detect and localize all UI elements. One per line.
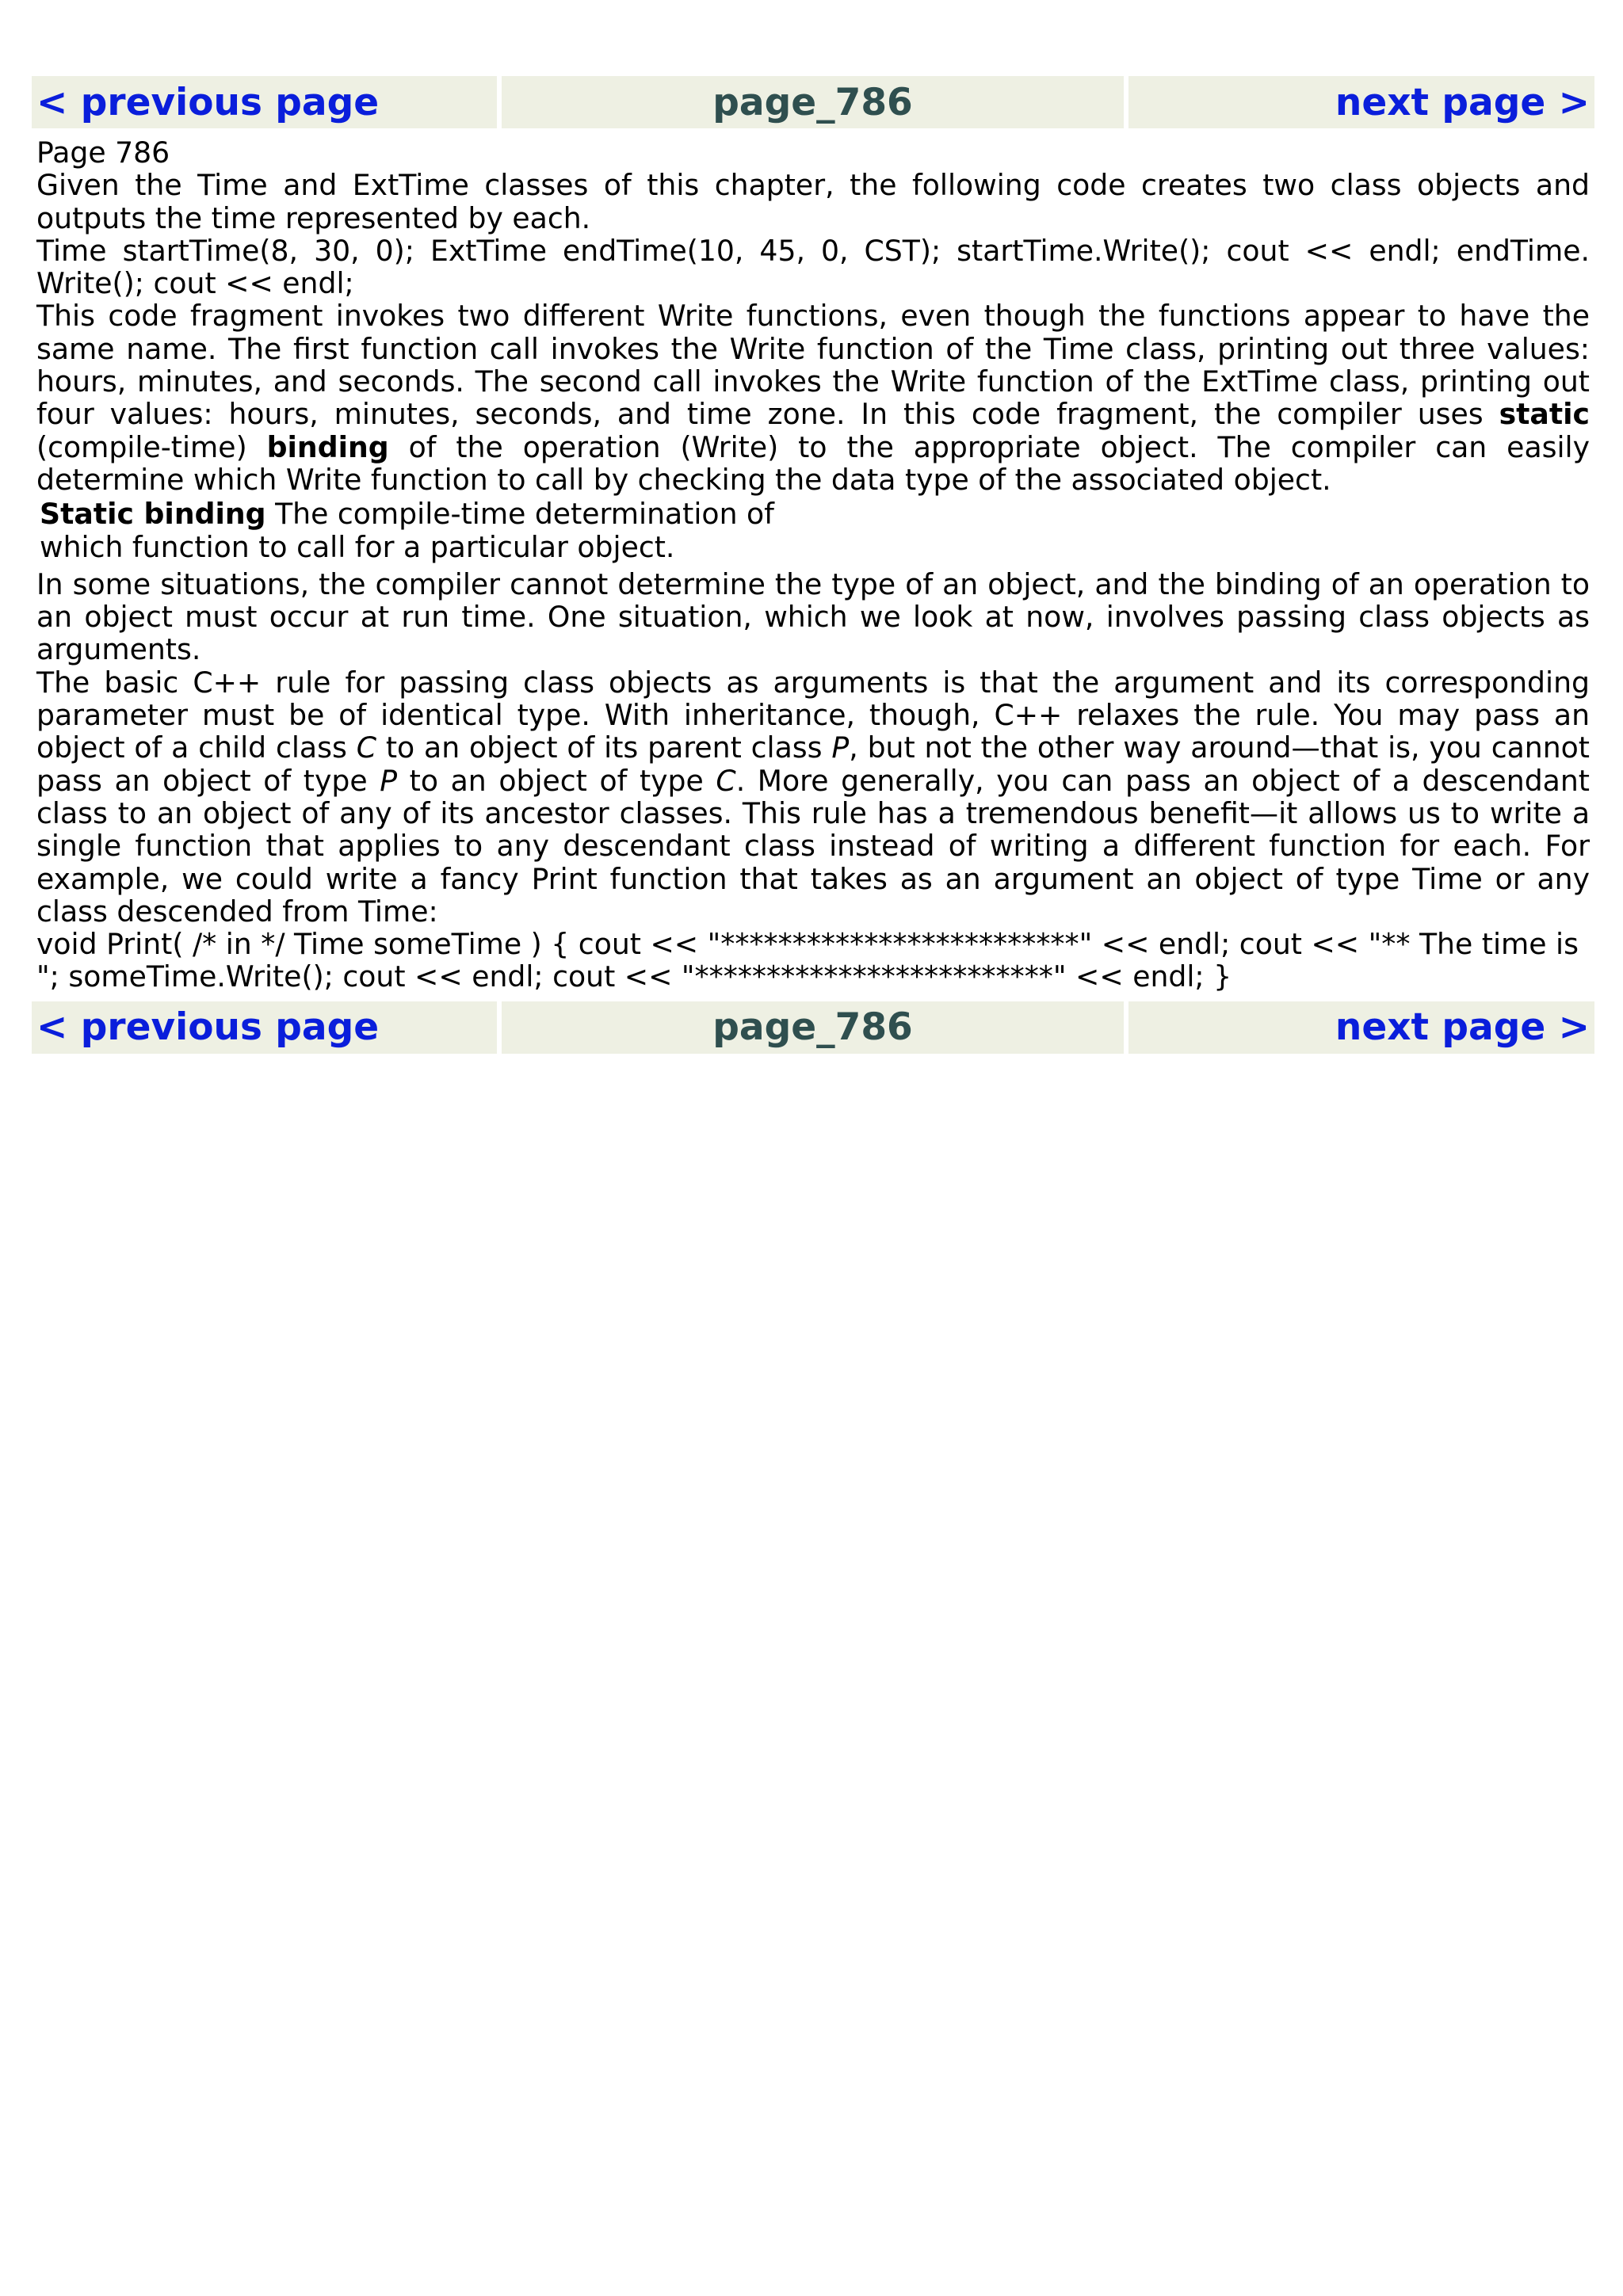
top-next-page-link[interactable]: next page >: [1335, 80, 1590, 124]
p4-class-p: P: [831, 730, 850, 765]
bottom-previous-page-link[interactable]: < previous page: [36, 1005, 380, 1050]
bottom-next-cell: [1128, 1001, 1594, 1054]
definition-text: The compile-time determination of which function to call for a particular object.: [40, 497, 774, 564]
page: [32, 76, 1594, 1054]
p4-type-p: P: [380, 763, 398, 798]
code-snippet-2: void Print( /* in */ Time someTime ) { cout << "*************************" << endl; cout << "** The time is "; someTime.Write(); cout << endl; cout << "*************************" << endl; }: [36, 927, 1579, 994]
bottom-page-label: page_786: [502, 1001, 1124, 1054]
paragraph-static-binding: [36, 299, 1590, 496]
p4-text-c: , but not the other way around—that is, you cannot pass an object of type: [36, 730, 1590, 798]
p4-text-b: to an object of its parent class: [376, 730, 832, 765]
paragraph-runtime: In some situations, the compiler cannot determine the type of an object, and the binding of an operation to an object must occur at run time. One situation, which we look at now, involves passing class objects as arguments.: [36, 566, 1590, 667]
p4-class-c: C: [356, 730, 376, 765]
p2-text-b: (compile-time): [36, 429, 267, 464]
p4-text-e: . More generally, you can pass an object of a descendant class to an object of any of its ancestor classes. This rule has a tremendous benefit—it allows us to write a single function that applies to any descendant class instead of writing a different function for each. For example, we could write a fancy Print function that takes as an argument an object of type Time or any class descended from Time:: [36, 763, 1590, 929]
top-navbar: [32, 76, 1594, 128]
bottom-navbar: [32, 1001, 1594, 1054]
page-heading: Page 786: [36, 135, 170, 170]
top-previous-page-link[interactable]: < previous page: [36, 80, 380, 124]
top-page-label: page_786: [502, 76, 1124, 128]
term-static: static: [1499, 397, 1590, 432]
top-prev-cell: [32, 76, 497, 128]
bottom-next-page-link[interactable]: next page >: [1335, 1005, 1590, 1050]
page-content: [32, 128, 1594, 998]
p2-text-a: This code fragment invokes two different Write functions, even though the functions appear to have the same name. The first function call invokes the Write function of the Time class, printing out three values: hours, minutes, and seconds. The second call invokes the Write function of the ExtTime class, printing out four values: hours, minutes, seconds, and time zone. In this code fragment, the compiler uses: [36, 299, 1590, 432]
paragraph-passing-objects: [36, 666, 1590, 928]
code-snippet-1: Time startTime(8, 30, 0); ExtTime endTime(10, 45, 0, CST); startTime.Write(); cout << endl; endTime. Write(); cout << endl;: [36, 233, 1590, 301]
p4-type-c: C: [716, 763, 736, 798]
bottom-prev-cell: [32, 1001, 497, 1054]
p2-text-c: of the operation (Write) to the appropriate object. The compiler can easily determine which Write function to call by checking the data type of the associated object.: [36, 429, 1590, 497]
definition-term: Static binding: [40, 497, 266, 532]
top-next-cell: [1128, 76, 1594, 128]
p4-text-d: to an object of type: [397, 763, 716, 798]
term-binding: binding: [266, 429, 389, 464]
p4-text-a: The basic C++ rule for passing class objects as arguments is that the argument and its corresponding parameter must be of identical type. With inheritance, though, C++ relaxes the rule. You may pass an object of a child class: [36, 665, 1590, 765]
paragraph-intro: Given the Time and ExtTime classes of this chapter, the following code creates two class objects and outputs the time represented by each.: [36, 168, 1590, 235]
definition-box: [36, 496, 792, 568]
